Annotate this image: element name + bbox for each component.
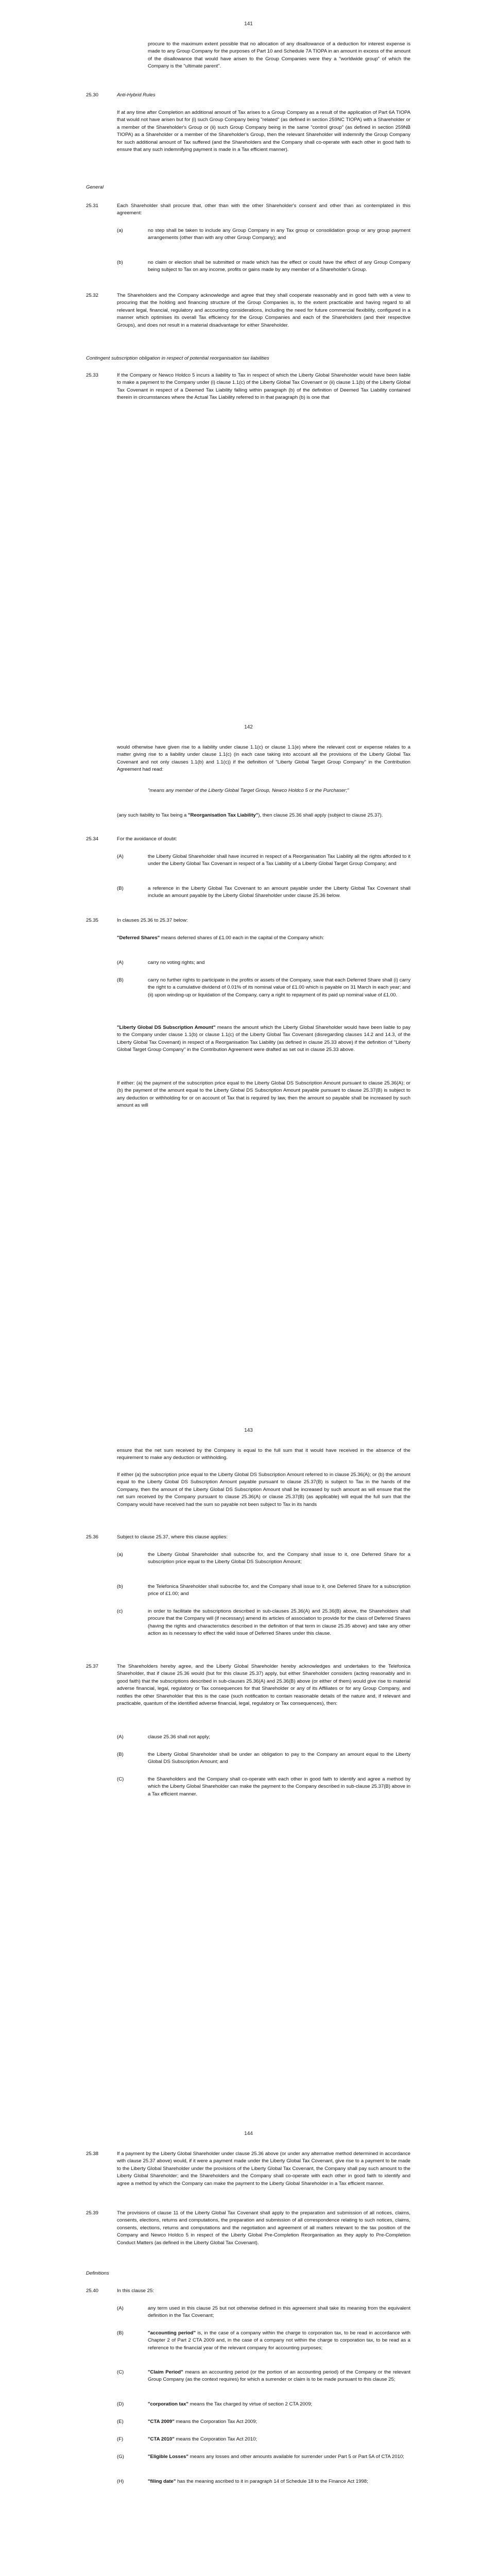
definition-paragraph <box>148 2453 410 2461</box>
clause-number: 25.30 <box>86 92 99 98</box>
sub-clause-text: the Telefonica Shareholder shall subscribe for, and the Company shall issue to it, one Deferred Share for a subscription price of £1.00; and <box>148 1584 410 1597</box>
sub-clause-label: (D) <box>117 2401 124 2407</box>
clause-number: 25.33 <box>86 372 99 378</box>
carryover-paragraph: would otherwise have given rise to a liability under clause 1.1(c) or clause 1.1(e) where the relevant cost or expense relates to a matter giving rise to a liability under clause 1.1(c) (in each case taking into account all the provisions of the Liberty Global Tax Covenant and not only clauses 1.1(b) and 1.1(c)) if the definition of "Liberty Global Target Group Company" in the Contribution Agreement had read: <box>117 744 410 773</box>
defined-term: "corporation tax" <box>148 2401 188 2407</box>
page-142 <box>0 703 497 1406</box>
clause-paragraph: If at any time after Completion an additional amount of Tax arises to a Group Company as a result of the application of Part 6A TIOPA that would not have arisen but for (i) such Group Company being "related" (as defined in section 259NC TIOPA) with a Shareholder or a member of the Shareholder's Group or (ii) such Group Company being in the same "control group" (as defined in section 259NB TIOPA) as a Shareholder or a member of the Shareholder's Group, then the relevant Shareholder will indemnify the Group Company for such additional amount of Tax suffered (and the Shareholders and the Company shall co-operate with each other in good faith to ensure that any such indemnifying payment is made in a Tax efficient manner). <box>117 110 410 153</box>
page-number: 142 <box>244 724 253 730</box>
clause-paragraph: If either: (a) the payment of the subscription price equal to the Liberty Global DS Subscription Amount pursuant to clause 25.36(A); or (b) the payment of the amount equal to the Liberty Global DS Subscription Amount payable pursuant to clause 25.37(B) is subject to any deduction or withholding for or on account of Tax that is required by law, then the amount so payable shall be increased by such amount as will <box>117 1080 410 1109</box>
clause-paragraph: In this clause 25: <box>117 2288 154 2294</box>
section-heading: General <box>86 184 104 190</box>
page-143 <box>0 1406 497 2110</box>
definition-text: means the amount which the Liberty Global Shareholder would have been liable to pay to the Company under clause 1.1(b) or clause 1.1(c) of the Liberty Global Tax Covenant (disregarding clauses 14.2 and 14.3, of the Liberty Global Tax Covenant) in respect of a Reorganisation Tax Liability (as defined in clause 25.33 above) if the definition of "Liberty Global Target Group Company" in the Contribution Agreement were drafted as set out in clause 25.33 above. <box>117 1025 410 1053</box>
defined-term: "Claim Period" <box>148 2369 183 2375</box>
sub-clause-label: (b) <box>117 1584 123 1589</box>
sub-clause-label: (A) <box>117 854 124 859</box>
definition-text: means deferred shares of £1.00 each in the capital of the Company which: <box>160 935 324 941</box>
clause-number: 25.40 <box>86 2288 99 2294</box>
sub-clause-label: (C) <box>117 2369 124 2375</box>
page-number: 144 <box>244 2131 253 2137</box>
clause-paragraph <box>117 812 410 819</box>
defined-term: "accounting period" <box>148 2330 196 2336</box>
sub-clause-text: no claim or election shall be submitted or made which has the effect or could have the effect of any Group Company being subject to Tax on any income, profits or gains made by any member of a Shareholder's Group. <box>148 260 410 273</box>
clause-paragraph: If a payment by the Liberty Global Shareholder under clause 25.36 above (or under any alternative method determined in accordance with clause 25.37 above) would, if it were a payment made under the Liberty Global Tax Covenant, give rise to a payment to be made to the Liberty Global Shareholder under the provisions of the Liberty Global Tax Covenant, the Company shall pay such amount to the Liberty Global Shareholder; and the Shareholders and the Company shall co-operate with each other in good faith to identify and agree a method by which the Company can make the payment to the Liberty Global Shareholder in a Tax efficient manner. <box>117 2151 410 2187</box>
clause-paragraph: The provisions of clause 11 of the Liberty Global Tax Covenant shall apply to the preparation and submission of all notices, claims, consents, elections, returns and computations, the preparation and submission of all correspondence relating to such notices, claims, consents, elections, returns and computations and the negotiation and agreement of all matters relevant to the tax position of the Company and Newco Holdco 5 in respect of the Liberty Global Pre-Completion Reorganisation as they apply to Pre-Completion Conduct Matters (as defined in the Liberty Global Tax Covenant). <box>117 2210 410 2246</box>
definition-text: has the meaning ascribed to it in paragraph 14 of Schedule 18 to the Finance Act 1998; <box>176 2479 368 2484</box>
definition-text: means the Corporation Tax Act 2009; <box>174 2419 258 2425</box>
carryover-paragraph: ensure that the net sum received by the Company is equal to the full sum that it would have received in the absence of the requirement to make any deduction or withholding. <box>117 1448 410 1461</box>
sub-clause-label: (A) <box>117 2306 124 2311</box>
clause-number: 25.38 <box>86 2151 99 2157</box>
clause-paragraph: For the avoidance of doubt: <box>117 836 177 842</box>
clause-paragraph: Each Shareholder shall procure that, other than with the other Shareholder's consent and other than as contemplated in this agreement: <box>117 203 410 216</box>
clause-heading: Anti-Hybrid Rules <box>117 92 156 98</box>
defined-term: "Deferred Shares" <box>117 935 160 941</box>
sub-clause-label: (G) <box>117 2454 124 2460</box>
clause-number: 25.32 <box>86 293 99 298</box>
definition-paragraph <box>148 2436 410 2443</box>
page-number: 141 <box>244 21 253 27</box>
definition-text: is, in the case of a company within the charge to corporation tax, to be read in accordance with Chapter 2 of Part 2 CTA 2009 and, in the case of a company not within the charge to corporation tax, to be read as a reference to the financial year of the relevant company for accounting purposes; <box>148 2330 411 2351</box>
defined-term: "filing date" <box>148 2479 176 2484</box>
sub-clause-label: (A) <box>117 960 124 965</box>
sub-clause-label: (B) <box>117 977 124 983</box>
sub-clause-label: (B) <box>117 2330 124 2336</box>
sub-clause-label: (E) <box>117 2419 124 2425</box>
sub-clause-text: in order to facilitate the subscriptions described in sub-clauses 25.36(A) and 25.36(B) above, the Shareholders shall procure that the Company will (if necessary) amend its articles of association to provide for the class of Deferred Shares (having the rights and characteristics described in the definition of that term in clause 25.35 above) and take any other action as is necessary to effect the valid issue of Deferred Shares under this clause. <box>148 1608 410 1637</box>
sub-clause-label: (C) <box>117 1776 124 1782</box>
defined-term: "Eligible Losses" <box>148 2454 188 2460</box>
page-141 <box>0 0 497 703</box>
clause-number: 25.37 <box>86 1664 99 1669</box>
clause-number: 25.36 <box>86 1534 99 1540</box>
sub-clause-label: (H) <box>117 2479 124 2484</box>
page-144 <box>0 2110 497 2576</box>
clause-paragraph: If either (a) the subscription price equal to the Liberty Global DS Subscription Amount referred to in clause 25.36(A); or (b) the amount equal to the Liberty Global DS Subscription Amount payable pursuant to clause 25.37(B) is subject to Tax in the hands of the Company, then the amount of the Liberty Global DS Subscription Amount shall be increased by such amount as will ensure that the net sum received by the Company pursuant to clause 25.36(A) or clause 25.37(B) (as applicable) will equal the full sum that the Company would have received had the sum so payable not been subject to Tax in its hands <box>117 1472 410 1507</box>
sub-clause-label: (a) <box>117 1552 123 1557</box>
section-heading: Contingent subscription obligation in respect of potential reorganisation tax liabilities <box>86 355 269 361</box>
definition-text: means the Corporation Tax Act 2010; <box>174 2436 258 2442</box>
sub-clause-label: (A) <box>117 1734 124 1740</box>
sub-clause-text: the Liberty Global Shareholder shall subscribe for, and the Company shall issue to it, one Deferred Share for a subscription price equal to the Liberty Global DS Subscription Amount; <box>148 1552 410 1565</box>
sub-clause-label: (a) <box>117 228 123 233</box>
sub-clause-label: (b) <box>117 260 123 265</box>
defined-term: "Liberty Global DS Subscription Amount" <box>117 1025 216 1030</box>
quoted-definition: "means any member of the Liberty Global Target Group, Newco Holdco 5 or the Purchaser;" <box>148 788 349 793</box>
sub-clause-text: a reference in the Liberty Global Tax Covenant to an amount payable under the Liberty Global Tax Covenant shall include an amount payable by the Liberty Global Shareholder under clause 25.36 below. <box>148 886 410 899</box>
definition-text: means an accounting period (or the portion of an accounting period) of the Company or the relevant Group Company (as the context requires) for which a surrender or claim is to be made pursuant to this clause 25; <box>148 2369 410 2383</box>
clause-number: 25.31 <box>86 203 99 209</box>
clause-paragraph: Subject to clause 25.37, where this clause applies: <box>117 1534 228 1540</box>
defined-term: "CTA 2010" <box>148 2436 175 2442</box>
sub-clause-text: carry no voting rights; and <box>148 960 205 965</box>
sub-clause-label: (B) <box>117 1752 124 1757</box>
clause-paragraph: If the Company or Newco Holdco 5 incurs a liability to Tax in respect of which the Liberty Global Shareholder would have been liable to make a payment to the Company under (i) clause 1.1(c) of the Liberty Global Tax Covenant or (ii) clause 1.1(b) of the Liberty Global Tax Covenant in respect of a Deemed Tax Liability falling within paragraph (b) of the definition of Deemed Tax Liability contained therein in circumstances where the Actual Tax Liability referred to in that paragraph (b) is one that <box>117 372 410 401</box>
defined-term: "CTA 2009" <box>148 2419 175 2425</box>
definition-paragraph <box>148 2330 410 2352</box>
clause-number: 25.35 <box>86 918 99 923</box>
defined-term: "Reorganisation Tax Liability" <box>187 812 259 818</box>
sub-clause-text: the Liberty Global Shareholder shall have incurred in respect of a Reorganisation Tax Liability all the rights afforded to it under the Liberty Global Tax Covenant in respect of a Tax Liability of a Liberty Global Target Group Company; and <box>148 854 410 867</box>
definition-paragraph <box>148 2418 410 2426</box>
sub-clause-label: (c) <box>117 1608 123 1614</box>
clause-paragraph: The Shareholders and the Company acknowledge and agree that they shall cooperate reasonably and in good faith with a view to procuring that the holding and financing structure of the Group Companies is, to the extent practicable and having regard to all relevant legal, financial, regulatory and accounting considerations, including the need for future commercial flexibility, configured in a manner which optimises its overall Tax efficiency for the Group Companies and each of the Shareholders (and their respective Groups), and does not result in a material disadvantage for either Shareholder. <box>117 293 410 328</box>
paragraph-text: ), then clause 25.36 shall apply (subject to clause 25.37). <box>258 812 383 818</box>
definition-text: means any losses and other amounts available for surrender under Part 5 or Part 5A of CTA 2010; <box>188 2454 404 2460</box>
definition-paragraph <box>117 1024 410 1054</box>
definition-text: means the Tax charged by virtue of section 2 CTA 2009; <box>188 2401 313 2407</box>
carryover-paragraph: procure to the maximum extent possible that no allocation of any disallowance of a deduction for interest expense is made to any Group Company for the purposes of Part 10 and Schedule 7A TIOPA in an amount in excess of the amount of the disallowance that would have arisen to the Group Companies were they a "worldwide group" of which the Company is the "ultimate parent". <box>148 41 410 70</box>
sub-clause-text: carry no further rights to participate in the profits or assets of the Company, save that each Deferred Share shall (i) carry the right to a cumulative dividend of 0.01% of its nominal value of £1.00 which is payable on 31 March in each year; and (ii) upon winding-up or liquidation of the Company, carry a right to repayment of its paid up nominal value of £1.00. <box>148 977 410 998</box>
paragraph-text: (any such liability to Tax being a <box>117 812 188 818</box>
sub-clause-text: clause 25.36 shall not apply; <box>148 1734 211 1740</box>
sub-clause-text: the Liberty Global Shareholder shall be under an obligation to pay to the Company an amount equal to the Liberty Global DS Subscription Amount; and <box>148 1752 410 1765</box>
clause-number: 25.34 <box>86 836 99 842</box>
definition-paragraph <box>148 2478 410 2485</box>
definition-paragraph <box>148 2401 410 2408</box>
definition-paragraph <box>148 2369 410 2384</box>
sub-clause-text: the Shareholders and the Company shall co-operate with each other in good faith to identify and agree a method by which the Liberty Global Shareholder can make the payment to the Company described in sub-clause 25.37(B) above in a Tax efficient manner. <box>148 1776 410 1797</box>
clause-paragraph: In clauses 25.36 to 25.37 below: <box>117 918 188 923</box>
clause-number: 25.39 <box>86 2210 99 2216</box>
sub-clause-text: any term used in this clause 25 but not otherwise defined in this agreement shall take its meaning from the equivalent definition in the Tax Covenant; <box>148 2306 410 2319</box>
page-number: 143 <box>244 1428 253 1433</box>
definition-paragraph <box>117 935 410 942</box>
sub-clause-label: (B) <box>117 886 124 891</box>
sub-clause-text: no step shall be taken to include any Group Company in any Tax group or consolidation group or any group payment arrangements (other than with any other Group Company); and <box>148 228 410 241</box>
clause-paragraph: The Shareholders hereby agree, and the Liberty Global Shareholder hereby acknowledges and undertakes to the Telefonica Shareholder, that if clause 25.36 would (but for this clause 25.37) apply, but either Shareholder considers (acting reasonably and in good faith) that the subscriptions described in sub-clauses 25.36(A) and 25.36(B) above (or either of them) would give rise to material adverse financial, legal, regulatory or Tax consequences for that Shareholder or any of its Affiliates or for any Group Company, and notifies the other Shareholder that this is the case (such notification to contain reasonable details of the nature and, if relevant and practicable, quantum of the identified adverse financial, legal, regulatory or Tax consequences), then: <box>117 1664 410 1707</box>
sub-clause-label: (F) <box>117 2436 124 2442</box>
section-heading: Definitions <box>86 2270 109 2276</box>
